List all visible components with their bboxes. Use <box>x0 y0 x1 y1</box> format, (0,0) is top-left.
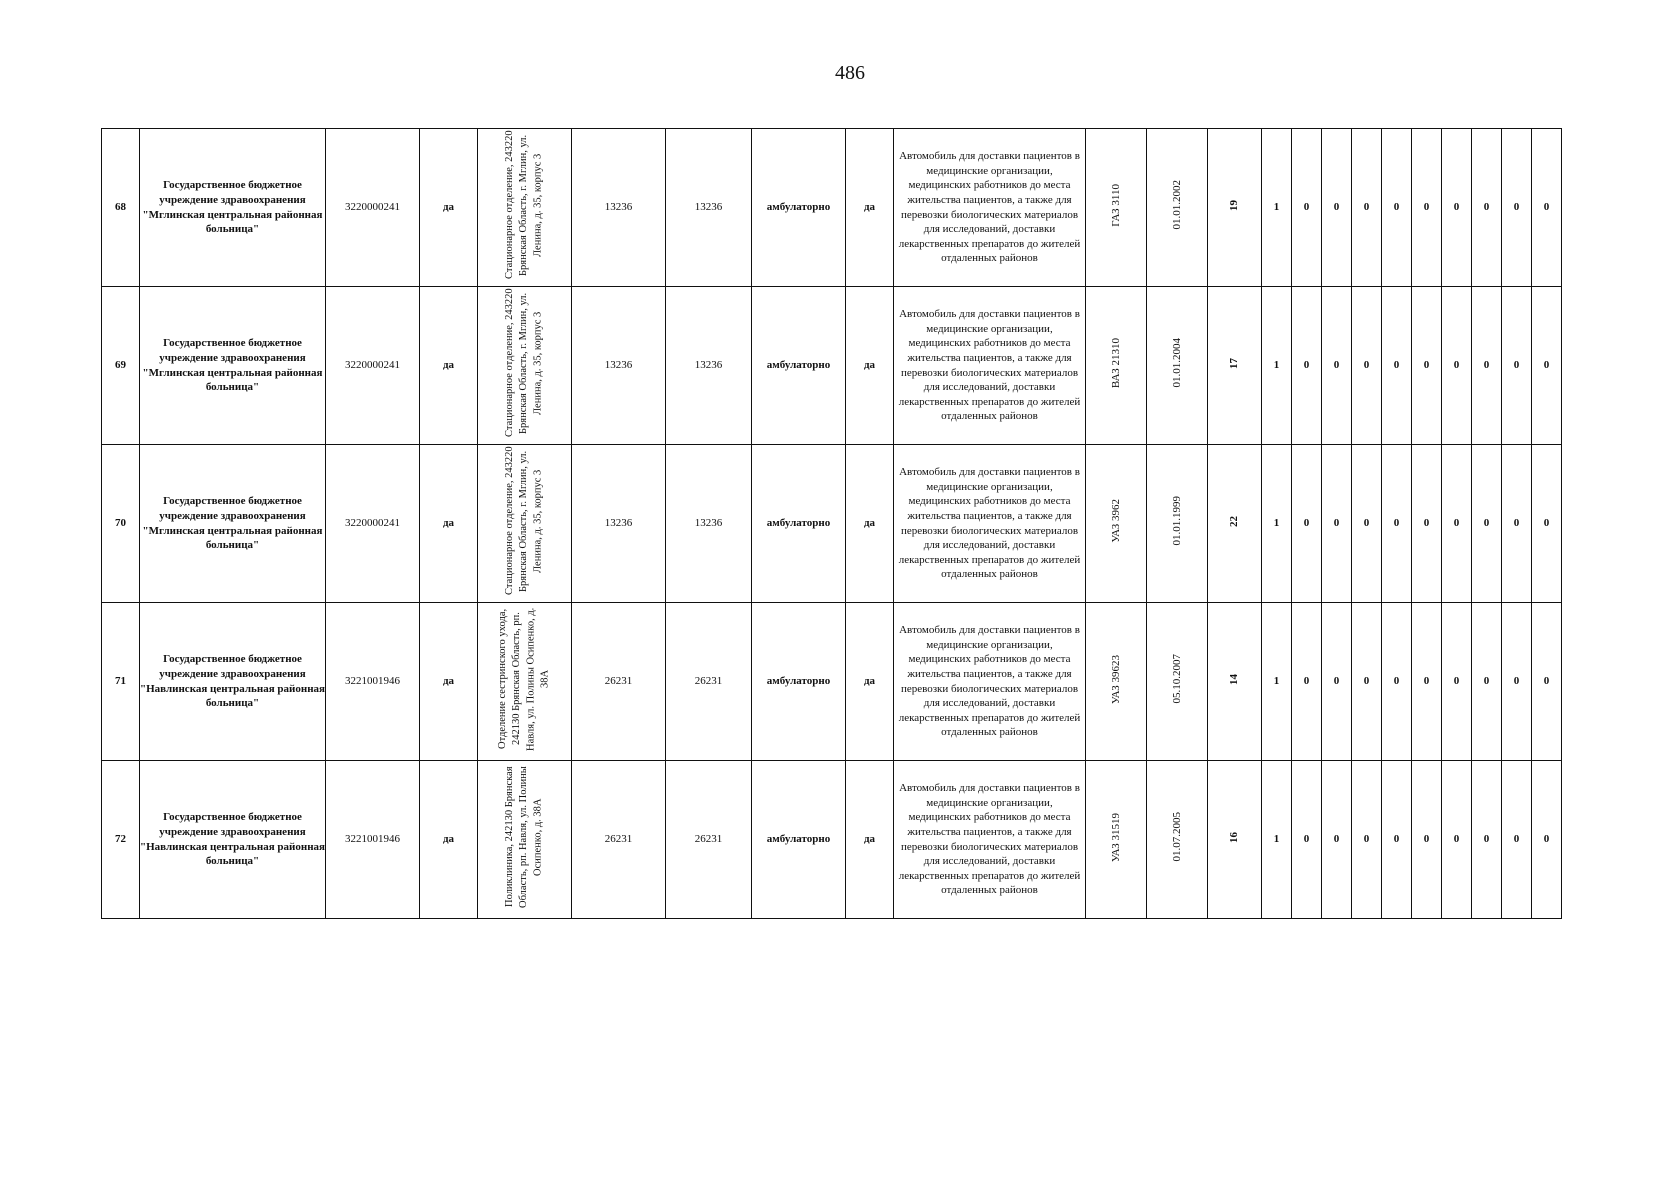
table-body <box>102 129 1562 919</box>
cell-text: 26231 <box>694 675 723 688</box>
flag-yes <box>420 445 478 603</box>
cell-text: 68 <box>115 201 126 214</box>
code-one <box>572 129 666 287</box>
count-cell <box>1472 129 1502 287</box>
vehicle-model: УАЗ 3962 <box>1109 499 1122 544</box>
inn-code <box>326 129 420 287</box>
count-value: 0 <box>1393 675 1400 688</box>
cell-text: 13236 <box>604 517 633 530</box>
count-value: 0 <box>1303 359 1310 372</box>
count-cell <box>1412 287 1442 445</box>
vehicle-age-cell <box>1208 129 1262 287</box>
vehicle-model-cell <box>1086 603 1147 761</box>
count-cell <box>1322 603 1352 761</box>
count-value: 0 <box>1393 517 1400 530</box>
count-value: 0 <box>1483 359 1490 372</box>
vehicle-age: 16 <box>1228 831 1241 843</box>
address-text: Поликлиника, 242130 Брянская Область, рп. Навля, ул. Полины Осипенко, д. 38А <box>504 766 544 909</box>
count-value: 1 <box>1273 359 1280 372</box>
vehicle-purpose <box>894 445 1086 603</box>
count-cell <box>1502 603 1532 761</box>
count-value: 0 <box>1453 359 1460 372</box>
vehicle-age-cell <box>1208 287 1262 445</box>
vehicle-model-cell <box>1086 445 1147 603</box>
cell-text: 13236 <box>694 201 723 214</box>
manufacture-date-cell <box>1147 445 1208 603</box>
count-cell <box>1382 603 1412 761</box>
count-value: 0 <box>1483 675 1490 688</box>
cell-text: да <box>442 201 455 214</box>
count-value: 0 <box>1543 517 1550 530</box>
count-value: 0 <box>1513 517 1520 530</box>
cell-text: 13236 <box>604 201 633 214</box>
cell-text: 3220000241 <box>345 201 400 214</box>
address-cell <box>478 129 572 287</box>
care-type <box>752 445 846 603</box>
count-value: 1 <box>1273 675 1280 688</box>
vehicle-purpose <box>894 603 1086 761</box>
count-value: 0 <box>1333 201 1340 214</box>
count-value: 0 <box>1543 675 1550 688</box>
count-value: 0 <box>1483 517 1490 530</box>
cell-text: да <box>442 359 455 372</box>
manufacture-date: 05.10.2007 <box>1170 654 1183 704</box>
count-cell <box>1502 129 1532 287</box>
flag-yes-2 <box>846 445 894 603</box>
count-cell <box>1292 445 1322 603</box>
cell-text: 26231 <box>604 675 633 688</box>
count-cell <box>1532 603 1562 761</box>
cell-text: 71 <box>115 675 126 688</box>
inn-code <box>326 445 420 603</box>
count-value: 0 <box>1303 201 1310 214</box>
count-value: 0 <box>1423 675 1430 688</box>
cell-text: 3220000241 <box>345 517 400 530</box>
count-cell <box>1352 603 1382 761</box>
table-row <box>102 761 1562 919</box>
cell-text: Государственное бюджетное учреждение здравоохранения "Навлинская центральная районная больница" <box>140 653 325 710</box>
count-cell <box>1352 129 1382 287</box>
cell-text: Автомобиль для доставки пациентов в медицинские организации, медицинских работников до места жительства пациентов, а также для перевозки биологических материалов для исследований, доставки лекарственных препаратов до жителей отдаленных районов <box>898 308 1081 423</box>
count-value: 0 <box>1303 675 1310 688</box>
code-two <box>666 445 752 603</box>
flag-yes <box>420 603 478 761</box>
count-value: 0 <box>1543 359 1550 372</box>
count-cell <box>1322 445 1352 603</box>
care-type <box>752 287 846 445</box>
count-value: 0 <box>1513 675 1520 688</box>
count-cell <box>1292 129 1322 287</box>
count-value: 1 <box>1273 833 1280 846</box>
cell-text: да <box>442 675 455 688</box>
count-value: 0 <box>1513 833 1520 846</box>
vehicle-age: 19 <box>1228 199 1241 211</box>
manufacture-date: 01.01.2002 <box>1170 180 1183 230</box>
organization-name <box>140 603 326 761</box>
table-row <box>102 445 1562 603</box>
cell-text: 70 <box>115 517 126 530</box>
count-cell <box>1322 287 1352 445</box>
vehicle-model: ГАЗ 3110 <box>1109 183 1122 227</box>
cell-text: 26231 <box>694 833 723 846</box>
care-type <box>752 129 846 287</box>
address-cell <box>478 603 572 761</box>
count-cell <box>1382 129 1412 287</box>
cell-text: 13236 <box>604 359 633 372</box>
flag-yes-2 <box>846 603 894 761</box>
row-number <box>102 761 140 919</box>
cell-text: 3221001946 <box>345 675 400 688</box>
count-value: 1 <box>1273 517 1280 530</box>
count-value: 0 <box>1333 833 1340 846</box>
vehicle-age-cell <box>1208 445 1262 603</box>
organization-name <box>140 761 326 919</box>
count-value: 0 <box>1363 833 1370 846</box>
vehicle-model-cell <box>1086 761 1147 919</box>
vehicle-purpose <box>894 129 1086 287</box>
row-number <box>102 129 140 287</box>
count-value: 0 <box>1423 517 1430 530</box>
row-number <box>102 445 140 603</box>
count-value: 0 <box>1393 833 1400 846</box>
inn-code <box>326 287 420 445</box>
cell-text: амбулаторно <box>766 517 831 530</box>
cell-text: амбулаторно <box>766 833 831 846</box>
count-cell <box>1382 761 1412 919</box>
count-value: 0 <box>1423 201 1430 214</box>
count-cell <box>1262 287 1292 445</box>
cell-text: да <box>863 359 876 372</box>
count-value: 0 <box>1453 675 1460 688</box>
cell-text: да <box>863 517 876 530</box>
manufacture-date-cell <box>1147 603 1208 761</box>
address-text: Отделение сестринского ухода, 242130 Брянская Область, рп. Навля, ул. Полины Осипенко, д. 38А <box>497 607 551 751</box>
row-number <box>102 287 140 445</box>
count-cell <box>1262 445 1292 603</box>
count-cell <box>1412 129 1442 287</box>
table-row <box>102 603 1562 761</box>
count-value: 0 <box>1543 201 1550 214</box>
code-one <box>572 761 666 919</box>
count-value: 0 <box>1363 201 1370 214</box>
address-text: Стационарное отделение, 243220 Брянская Область, г. Мглин, ул. Ленина, д. 35, корпус 3 <box>504 288 544 438</box>
cell-text: Государственное бюджетное учреждение здравоохранения "Мглинская центральная районная больница" <box>142 495 323 552</box>
cell-text: амбулаторно <box>766 675 831 688</box>
count-cell <box>1442 287 1472 445</box>
count-cell <box>1442 761 1472 919</box>
code-one <box>572 287 666 445</box>
count-cell <box>1502 445 1532 603</box>
count-cell <box>1532 287 1562 445</box>
vehicle-age: 14 <box>1228 673 1241 685</box>
cell-text: амбулаторно <box>766 201 831 214</box>
count-cell <box>1502 761 1532 919</box>
count-cell <box>1442 445 1472 603</box>
count-cell <box>1262 603 1292 761</box>
count-value: 0 <box>1483 201 1490 214</box>
vehicle-model-cell <box>1086 129 1147 287</box>
count-value: 0 <box>1483 833 1490 846</box>
count-cell <box>1412 761 1442 919</box>
count-cell <box>1262 129 1292 287</box>
count-cell <box>1382 445 1412 603</box>
count-value: 0 <box>1543 833 1550 846</box>
address-cell <box>478 761 572 919</box>
cell-text: 26231 <box>604 833 633 846</box>
code-two <box>666 603 752 761</box>
flag-yes-2 <box>846 129 894 287</box>
count-cell <box>1322 761 1352 919</box>
cell-text: да <box>442 833 455 846</box>
count-value: 0 <box>1393 359 1400 372</box>
cell-text: 3220000241 <box>345 359 400 372</box>
count-cell <box>1502 287 1532 445</box>
count-value: 0 <box>1363 675 1370 688</box>
vehicle-register-table <box>101 128 1562 919</box>
code-two <box>666 287 752 445</box>
count-value: 0 <box>1363 517 1370 530</box>
count-cell <box>1472 287 1502 445</box>
count-cell <box>1382 287 1412 445</box>
count-cell <box>1412 445 1442 603</box>
cell-text: 13236 <box>694 359 723 372</box>
vehicle-model: УАЗ 39623 <box>1109 654 1122 704</box>
count-cell <box>1472 603 1502 761</box>
count-value: 0 <box>1363 359 1370 372</box>
cell-text: Автомобиль для доставки пациентов в медицинские организации, медицинских работников до места жительства пациентов, а также для перевозки биологических материалов для исследований, доставки лекарственных препаратов до жителей отдаленных районов <box>898 782 1081 897</box>
cell-text: 3221001946 <box>345 833 400 846</box>
inn-code <box>326 761 420 919</box>
count-cell <box>1352 445 1382 603</box>
count-value: 0 <box>1303 517 1310 530</box>
cell-text: Государственное бюджетное учреждение здравоохранения "Мглинская центральная районная больница" <box>142 179 323 236</box>
manufacture-date: 01.01.1999 <box>1170 496 1183 546</box>
code-two <box>666 761 752 919</box>
count-value: 0 <box>1333 359 1340 372</box>
vehicle-age-cell <box>1208 761 1262 919</box>
vehicle-model-cell <box>1086 287 1147 445</box>
manufacture-date-cell <box>1147 129 1208 287</box>
code-two <box>666 129 752 287</box>
inn-code <box>326 603 420 761</box>
row-number <box>102 603 140 761</box>
cell-text: Автомобиль для доставки пациентов в медицинские организации, медицинских работников до места жительства пациентов, а также для перевозки биологических материалов для исследований, доставки лекарственных препаратов до жителей отдаленных районов <box>898 466 1081 581</box>
vehicle-age: 17 <box>1228 357 1241 369</box>
flag-yes-2 <box>846 761 894 919</box>
manufacture-date-cell <box>1147 761 1208 919</box>
address-text: Стационарное отделение, 243220 Брянская Область, г. Мглин, ул. Ленина, д. 35, корпус 3 <box>504 446 544 596</box>
flag-yes <box>420 129 478 287</box>
cell-text: да <box>863 675 876 688</box>
cell-text: 69 <box>115 359 126 372</box>
count-cell <box>1352 761 1382 919</box>
count-cell <box>1442 129 1472 287</box>
cell-text: Государственное бюджетное учреждение здравоохранения "Навлинская центральная районная больница" <box>140 811 325 868</box>
count-cell <box>1262 761 1292 919</box>
manufacture-date-cell <box>1147 287 1208 445</box>
organization-name <box>140 445 326 603</box>
cell-text: да <box>442 517 455 530</box>
count-cell <box>1442 603 1472 761</box>
table-row <box>102 129 1562 287</box>
vehicle-purpose <box>894 287 1086 445</box>
count-value: 0 <box>1453 833 1460 846</box>
count-cell <box>1322 129 1352 287</box>
address-cell <box>478 445 572 603</box>
vehicle-age: 22 <box>1228 515 1241 527</box>
count-value: 0 <box>1513 201 1520 214</box>
vehicle-model: УАЗ 31519 <box>1109 812 1122 862</box>
code-one <box>572 445 666 603</box>
count-cell <box>1292 603 1322 761</box>
count-value: 0 <box>1423 359 1430 372</box>
care-type <box>752 603 846 761</box>
cell-text: Автомобиль для доставки пациентов в медицинские организации, медицинских работников до места жительства пациентов, а также для перевозки биологических материалов для исследований, доставки лекарственных препаратов до жителей отдаленных районов <box>898 624 1081 739</box>
count-value: 0 <box>1423 833 1430 846</box>
count-cell <box>1412 603 1442 761</box>
count-value: 0 <box>1333 675 1340 688</box>
count-cell <box>1532 445 1562 603</box>
count-value: 1 <box>1273 201 1280 214</box>
address-cell <box>478 287 572 445</box>
table-row <box>102 287 1562 445</box>
organization-name <box>140 287 326 445</box>
count-cell <box>1532 761 1562 919</box>
flag-yes <box>420 761 478 919</box>
cell-text: амбулаторно <box>766 359 831 372</box>
cell-text: 72 <box>115 833 126 846</box>
count-cell <box>1472 761 1502 919</box>
care-type <box>752 761 846 919</box>
manufacture-date: 01.01.2004 <box>1170 338 1183 388</box>
manufacture-date: 01.07.2005 <box>1170 812 1183 862</box>
vehicle-model: ВАЗ 21310 <box>1109 338 1122 389</box>
count-value: 0 <box>1303 833 1310 846</box>
page-number: 486 <box>835 62 865 84</box>
count-value: 0 <box>1393 201 1400 214</box>
count-cell <box>1352 287 1382 445</box>
count-cell <box>1532 129 1562 287</box>
flag-yes-2 <box>846 287 894 445</box>
count-value: 0 <box>1513 359 1520 372</box>
count-value: 0 <box>1453 517 1460 530</box>
flag-yes <box>420 287 478 445</box>
cell-text: 13236 <box>694 517 723 530</box>
vehicle-purpose <box>894 761 1086 919</box>
count-cell <box>1472 445 1502 603</box>
cell-text: да <box>863 833 876 846</box>
count-cell <box>1292 287 1322 445</box>
count-cell <box>1292 761 1322 919</box>
organization-name <box>140 129 326 287</box>
code-one <box>572 603 666 761</box>
cell-text: Автомобиль для доставки пациентов в медицинские организации, медицинских работников до места жительства пациентов, а также для перевозки биологических материалов для исследований, доставки лекарственных препаратов до жителей отдаленных районов <box>898 150 1081 265</box>
vehicle-age-cell <box>1208 603 1262 761</box>
count-value: 0 <box>1453 201 1460 214</box>
address-text: Стационарное отделение, 243220 Брянская Область, г. Мглин, ул. Ленина, д. 35, корпус 3 <box>504 130 544 280</box>
cell-text: Государственное бюджетное учреждение здравоохранения "Мглинская центральная районная больница" <box>142 337 323 394</box>
count-value: 0 <box>1333 517 1340 530</box>
cell-text: да <box>863 201 876 214</box>
